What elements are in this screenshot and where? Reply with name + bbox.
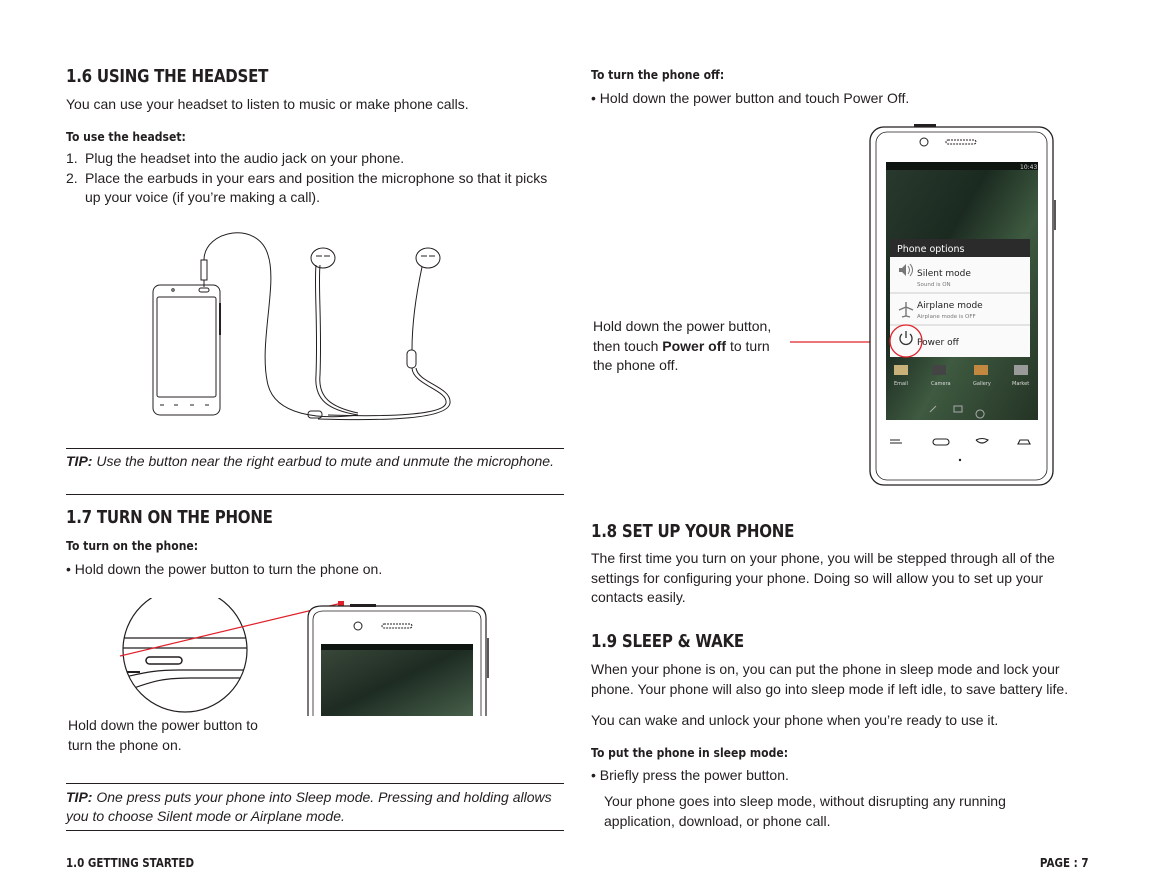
turn-on-subheading: To turn on the phone: — [66, 538, 199, 553]
dock-market[interactable]: Market — [1012, 381, 1030, 387]
tip-rule-top — [66, 783, 564, 784]
option-subtitle: Sound is ON — [917, 282, 951, 288]
turn-on-caption: Hold down the power button to turn the phone on. — [68, 717, 258, 753]
footer-page-number: PAGE : 7 — [1040, 856, 1089, 870]
phone-outline — [153, 285, 220, 415]
turn-on-tip — [66, 788, 566, 826]
step-text: Place the earbuds in your ears and position the microphone so that it picks up your voice (if you’re making a call). — [85, 169, 548, 205]
headset-intro: You can use your headset to listen to music or make phone calls. — [66, 96, 469, 112]
step-number: 2. — [66, 169, 78, 186]
headset-tip — [66, 452, 556, 471]
status-clock: 10:43 — [1020, 164, 1038, 171]
headset-step-list — [66, 149, 566, 208]
list-item — [66, 149, 566, 169]
option-airplane-mode[interactable]: Airplane mode — [917, 301, 983, 311]
magnifier-circle — [123, 598, 247, 712]
headset-illustration — [148, 225, 468, 425]
turn-off-subheading: To turn the phone off: — [591, 67, 725, 82]
turn-off-bullet: • Hold down the power button and touch Power Off. — [591, 90, 910, 106]
headset-heading: 1.6 USING THE HEADSET — [66, 67, 269, 87]
setup-heading: 1.8 SET UP YOUR PHONE — [591, 522, 795, 542]
headset-subheading: To use the headset: — [66, 129, 186, 144]
power-button-illustration — [110, 598, 495, 716]
sleep-text-2: You can wake and unlock your phone when you’re ready to use it. — [591, 712, 999, 728]
tip-rule-top — [66, 448, 564, 449]
caption-bold: Power off — [662, 337, 727, 354]
setup-text: The first time you turn on your phone, you will be stepped through all of the settings for configuring your phone. Doing so will allow you to set up your contacts easily. — [591, 550, 1055, 605]
sleep-text-1: When your phone is on, you can put the phone in sleep mode and lock your phone. Your phone will also go into sleep mode if left idle, to save battery life. — [591, 661, 1069, 697]
sleep-heading: 1.9 SLEEP & WAKE — [591, 632, 744, 652]
option-silent-mode[interactable]: Silent mode — [917, 269, 971, 279]
footer-section: 1.0 GETTING STARTED — [66, 856, 195, 870]
tip-text: One press puts your phone into Sleep mode. Pressing and holding allows you to choose Silent mode or Airplane mode. — [66, 789, 552, 824]
sleep-bullet: • Briefly press the power button. — [591, 767, 789, 783]
dock-email[interactable]: Email — [894, 381, 908, 387]
option-power-off[interactable]: Power off — [917, 338, 959, 348]
dock-camera[interactable]: Camera — [931, 381, 951, 387]
tip-text: Use the button near the right earbud to mute and unmute the microphone. — [96, 453, 554, 469]
turn-on-bullet: • Hold down the power button to turn the phone on. — [66, 561, 383, 577]
tip-rule-bottom — [66, 830, 564, 831]
list-item — [66, 169, 566, 208]
sleep-note: Your phone goes into sleep mode, without disrupting any running application, download, or phone call. — [604, 793, 1006, 829]
tip-rule-bottom — [66, 494, 564, 495]
dialog-title: Phone options — [897, 244, 965, 255]
tip-label: TIP: — [66, 789, 93, 805]
phone-power-menu-illustration — [790, 120, 1060, 490]
sleep-subheading: To put the phone in sleep mode: — [591, 745, 789, 760]
step-number: 1. — [66, 150, 78, 166]
turn-off-caption: Hold down the power button, then touch Power off to turn the phone off. — [593, 318, 772, 373]
turn-on-heading: 1.7 TURN ON THE PHONE — [66, 508, 273, 528]
option-subtitle: Airplane mode is OFF — [917, 314, 976, 320]
tip-label: TIP: — [66, 453, 93, 469]
step-text: Plug the headset into the audio jack on your phone. — [85, 150, 405, 166]
dock-gallery[interactable]: Gallery — [973, 381, 991, 387]
